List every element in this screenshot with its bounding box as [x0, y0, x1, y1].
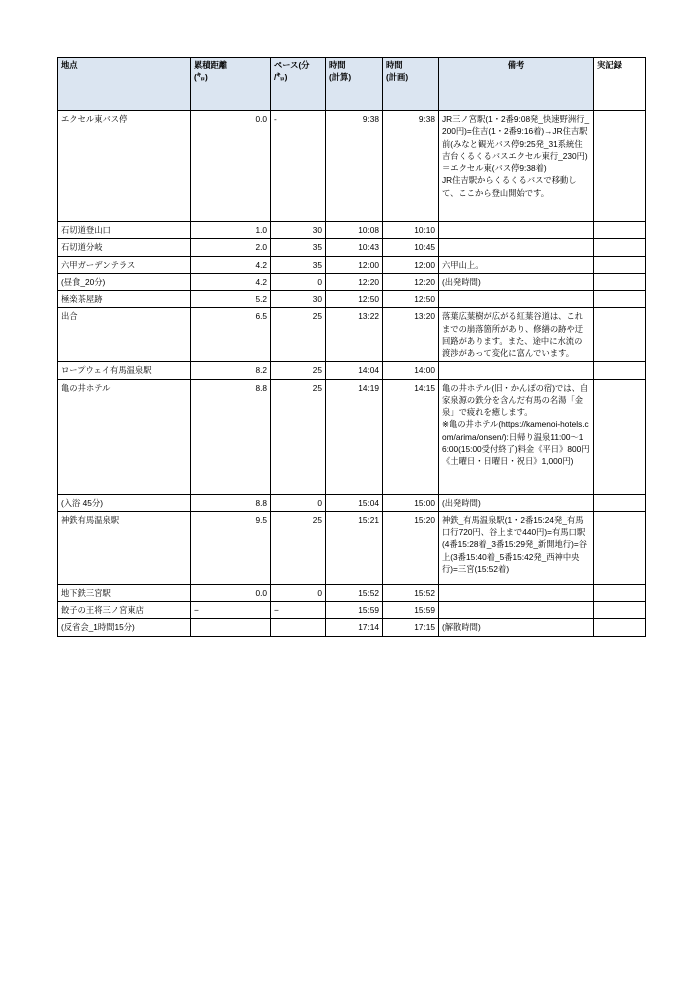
row-cell-time-plan: 12:00 [383, 256, 439, 273]
row-cell-time-calc: 15:04 [326, 494, 383, 511]
row-cell-pace: 35 [271, 239, 326, 256]
row-cell-pace: 25 [271, 511, 326, 584]
row-cell-time-plan: 14:00 [383, 362, 439, 379]
row-cell-distance: 9.5 [191, 511, 271, 584]
row-cell-time-calc: 14:04 [326, 362, 383, 379]
row-cell-distance: 8.8 [191, 379, 271, 494]
column-header-remarks: 備考 [439, 58, 594, 111]
table-row [58, 291, 646, 308]
table-row [58, 602, 646, 619]
table-body [58, 111, 646, 637]
column-header-time-calc: 時間 (計算) [326, 58, 383, 111]
row-cell-remarks [439, 584, 594, 601]
row-cell-actual [594, 494, 646, 511]
row-cell-time-calc: 12:00 [326, 256, 383, 273]
table-row [58, 273, 646, 290]
row-cell-pace: 0 [271, 584, 326, 601]
row-cell-pace: 35 [271, 256, 326, 273]
row-cell-distance: 2.0 [191, 239, 271, 256]
row-cell-time-calc: 17:14 [326, 619, 383, 636]
row-cell-time-plan: 15:52 [383, 584, 439, 601]
table-row [58, 222, 646, 239]
row-cell-remarks: 六甲山上。 [439, 256, 594, 273]
row-cell-point: (昼食_20分) [58, 273, 191, 290]
row-cell-point: 亀の井ホテル [58, 379, 191, 494]
column-header-point: 地点 [58, 58, 191, 111]
row-cell-pace: - [271, 111, 326, 222]
table-row [58, 111, 646, 222]
table-row [58, 379, 646, 494]
row-cell-point: 石切道登山口 [58, 222, 191, 239]
row-cell-distance: − [191, 602, 271, 619]
row-cell-time-calc: 9:38 [326, 111, 383, 222]
row-cell-distance [191, 619, 271, 636]
row-cell-actual [594, 379, 646, 494]
row-cell-remarks: (出発時間) [439, 494, 594, 511]
row-cell-pace: 25 [271, 362, 326, 379]
row-cell-pace: − [271, 602, 326, 619]
row-cell-time-calc: 12:50 [326, 291, 383, 308]
row-cell-time-calc: 10:43 [326, 239, 383, 256]
row-cell-point: 六甲ガーデンテラス [58, 256, 191, 273]
row-cell-time-plan: 15:00 [383, 494, 439, 511]
row-cell-time-calc: 15:21 [326, 511, 383, 584]
column-header-pace: ペース(分 /㌔) [271, 58, 326, 111]
row-cell-pace: 0 [271, 494, 326, 511]
row-cell-actual [594, 602, 646, 619]
row-cell-time-plan: 12:20 [383, 273, 439, 290]
row-cell-time-plan: 10:45 [383, 239, 439, 256]
row-cell-time-calc: 13:22 [326, 308, 383, 362]
row-cell-point: エクセル東バス停 [58, 111, 191, 222]
row-cell-time-plan: 14:15 [383, 379, 439, 494]
row-cell-actual [594, 362, 646, 379]
row-cell-remarks: (解散時間) [439, 619, 594, 636]
row-cell-pace: 30 [271, 222, 326, 239]
table-row [58, 256, 646, 273]
row-cell-remarks: 亀の井ホテル(旧・かんぽの宿)では、自家泉源の鉄分を含んだ有馬の名湯「金泉」で疲れを癒します。 ※亀の井ホテル(https://kamenoi-hotels.com/arima/onsen/):日帰り温泉11:00〜16:00(15:00受付終了)料金《平日》800円《土曜日・日曜日・祝日》1,000円) [439, 379, 594, 494]
row-cell-distance: 4.2 [191, 273, 271, 290]
row-cell-time-calc: 15:52 [326, 584, 383, 601]
row-cell-distance: 5.2 [191, 291, 271, 308]
row-cell-distance: 8.8 [191, 494, 271, 511]
row-cell-remarks [439, 602, 594, 619]
row-cell-pace: 30 [271, 291, 326, 308]
row-cell-time-plan: 17:15 [383, 619, 439, 636]
row-cell-actual [594, 291, 646, 308]
row-cell-pace: 25 [271, 379, 326, 494]
column-header-time-plan: 時間 (計画) [383, 58, 439, 111]
row-cell-distance: 8.2 [191, 362, 271, 379]
row-cell-actual [594, 111, 646, 222]
table-header [58, 58, 646, 111]
row-cell-remarks: JR三ノ宮駅(1・2番9:08発_快速野洲行_200円)=住吉(1・2番9:16着)→JR住吉駅前(みなと観光バス停9:25発_31系統住吉台くるくるバスエクセル東行_230円)＝エクセル東(バス停9:38着) JR住吉駅からくるくるバスで移動して、ここから登山開始です。 [439, 111, 594, 222]
table-row [58, 584, 646, 601]
row-cell-pace: 25 [271, 308, 326, 362]
row-cell-remarks [439, 291, 594, 308]
row-cell-point: (反省会_1時間15分) [58, 619, 191, 636]
row-cell-point: 地下鉄三宮駅 [58, 584, 191, 601]
row-cell-distance: 6.5 [191, 308, 271, 362]
table-row [58, 239, 646, 256]
row-cell-actual [594, 239, 646, 256]
row-cell-distance: 0.0 [191, 111, 271, 222]
row-cell-time-calc: 10:08 [326, 222, 383, 239]
column-header-distance: 累積距離 (㌔) [191, 58, 271, 111]
row-cell-pace: 0 [271, 273, 326, 290]
row-cell-distance: 4.2 [191, 256, 271, 273]
row-cell-distance: 0.0 [191, 584, 271, 601]
row-cell-distance: 1.0 [191, 222, 271, 239]
row-cell-remarks: 神鉄_有馬温泉駅(1・2番15:24発_有馬口行720円、谷上まで440円)=有馬口駅(4番15:28着_3番15:29発_新開地行)=谷上(3番15:40着_5番15:42発_西神中央行)=三宮(15:52着) [439, 511, 594, 584]
table-row [58, 511, 646, 584]
row-cell-remarks [439, 239, 594, 256]
row-cell-actual [594, 511, 646, 584]
row-cell-actual [594, 584, 646, 601]
row-cell-point: 餃子の王将三ノ宮東店 [58, 602, 191, 619]
row-cell-actual [594, 619, 646, 636]
row-cell-point: ロープウェイ有馬温泉駅 [58, 362, 191, 379]
row-cell-remarks: 落葉広葉樹が広がる紅葉谷道は、これまでの崩落箇所があり、修繕の跡や迂回路があります。また、途中に水流の渡渉があって変化に富んでいます。 [439, 308, 594, 362]
table-row [58, 362, 646, 379]
row-cell-point: 石切道分岐 [58, 239, 191, 256]
row-cell-remarks: (出発時間) [439, 273, 594, 290]
column-header-actual: 実記録 [594, 58, 646, 111]
row-cell-point: (入浴 45分) [58, 494, 191, 511]
row-cell-time-plan: 15:59 [383, 602, 439, 619]
hiking-plan-table [57, 57, 646, 637]
row-cell-time-calc: 14:19 [326, 379, 383, 494]
row-cell-actual [594, 222, 646, 239]
row-cell-time-calc: 15:59 [326, 602, 383, 619]
row-cell-pace [271, 619, 326, 636]
table-row [58, 308, 646, 362]
header-row [58, 58, 646, 111]
row-cell-actual [594, 273, 646, 290]
row-cell-time-plan: 15:20 [383, 511, 439, 584]
table-row [58, 494, 646, 511]
row-cell-point: 神鉄有馬温泉駅 [58, 511, 191, 584]
row-cell-actual [594, 308, 646, 362]
table-row [58, 619, 646, 636]
row-cell-point: 極楽茶屋跡 [58, 291, 191, 308]
row-cell-actual [594, 256, 646, 273]
row-cell-time-plan: 13:20 [383, 308, 439, 362]
row-cell-remarks [439, 222, 594, 239]
row-cell-remarks [439, 362, 594, 379]
row-cell-time-plan: 10:10 [383, 222, 439, 239]
row-cell-time-plan: 12:50 [383, 291, 439, 308]
row-cell-point: 出合 [58, 308, 191, 362]
row-cell-time-plan: 9:38 [383, 111, 439, 222]
row-cell-time-calc: 12:20 [326, 273, 383, 290]
